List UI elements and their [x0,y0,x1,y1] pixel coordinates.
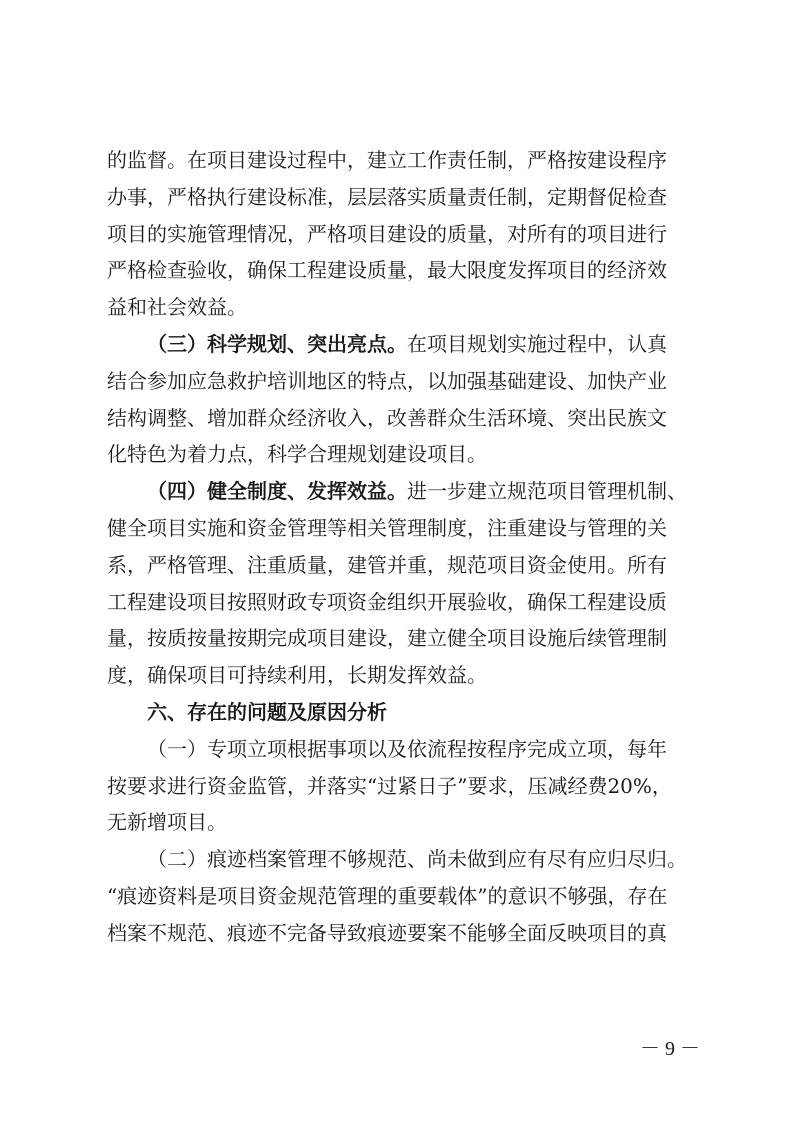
paragraph [107,473,697,694]
text-line: 系，严格管理、注重质量，建管并重，规范项目资金使用。所有 [107,552,667,577]
text-line: 健全项目实施和资金管理等相关管理制度，注重建设与管理的关 [107,515,667,540]
text-line: 结构调整、增加群众经济收入，改善群众生活环境、突出民族文 [107,405,667,430]
paragraph [107,841,697,951]
text-line: 结合参加应急救护培训地区的特点，以加强基础建设、加快产业 [107,368,667,393]
paragraph-lead: （四）健全制度、发挥效益。 [147,479,407,504]
paragraph [107,142,697,326]
text-line: 的监督。在项目建设过程中，建立工作责任制，严格按建设程序 [107,148,667,172]
page-number: － 9 － [640,1038,700,1060]
section-heading [107,694,697,731]
text-line: （二）痕迹档案管理不够规范、尚未做到应有尽有应归尽归。 [147,847,687,872]
text-line: 益和社会效益。 [107,295,247,320]
paragraph-lead: （三）科学规划、突出亮点。 [147,331,407,356]
paragraph [107,731,697,841]
document-body [107,142,697,952]
text-line: 工程建设项目按照财政专项资金组织开展验收，确保工程建设质 [107,589,667,614]
text-line: （一）专项立项根据事项以及依流程按程序完成立项，每年 [147,736,667,761]
text-line: 按要求进行资金监管，并落实“过紧日子”要求，压减经费20%， [107,773,672,798]
text-line: 度，确保项目可持续利用，长期发挥效益。 [107,663,487,688]
paragraph [107,326,697,473]
text-line: 无新增项目。 [107,810,227,835]
text-line [107,473,697,510]
text-line: “痕迹资料是项目资金规范管理的重要载体”的意识不够强，存在 [107,883,668,908]
text-line: 严格检查验收，确保工程建设质量，最大限度发挥项目的经济效 [107,258,667,283]
text-line: 办事，严格执行建设标准，层层落实质量责任制，定期督促检查 [107,184,667,209]
text-line: 量，按质按量按期完成项目建设，建立健全项目设施后续管理制 [107,626,667,651]
text-line: 档案不规范、痕迹不完备导致痕迹要案不能够全面反映项目的真 [107,920,667,945]
text-line: 项目的实施管理情况，严格项目建设的质量，对所有的项目进行 [107,221,667,246]
text-line [107,326,697,363]
text-line: 化特色为着力点，科学合理规划建设项目。 [107,442,487,467]
heading-text: 六、存在的问题及原因分析 [147,699,387,724]
paragraph-text: 在项目规划实施过程中，认真 [407,331,667,356]
paragraph-text: 进一步建立规范项目管理机制、 [407,479,687,504]
